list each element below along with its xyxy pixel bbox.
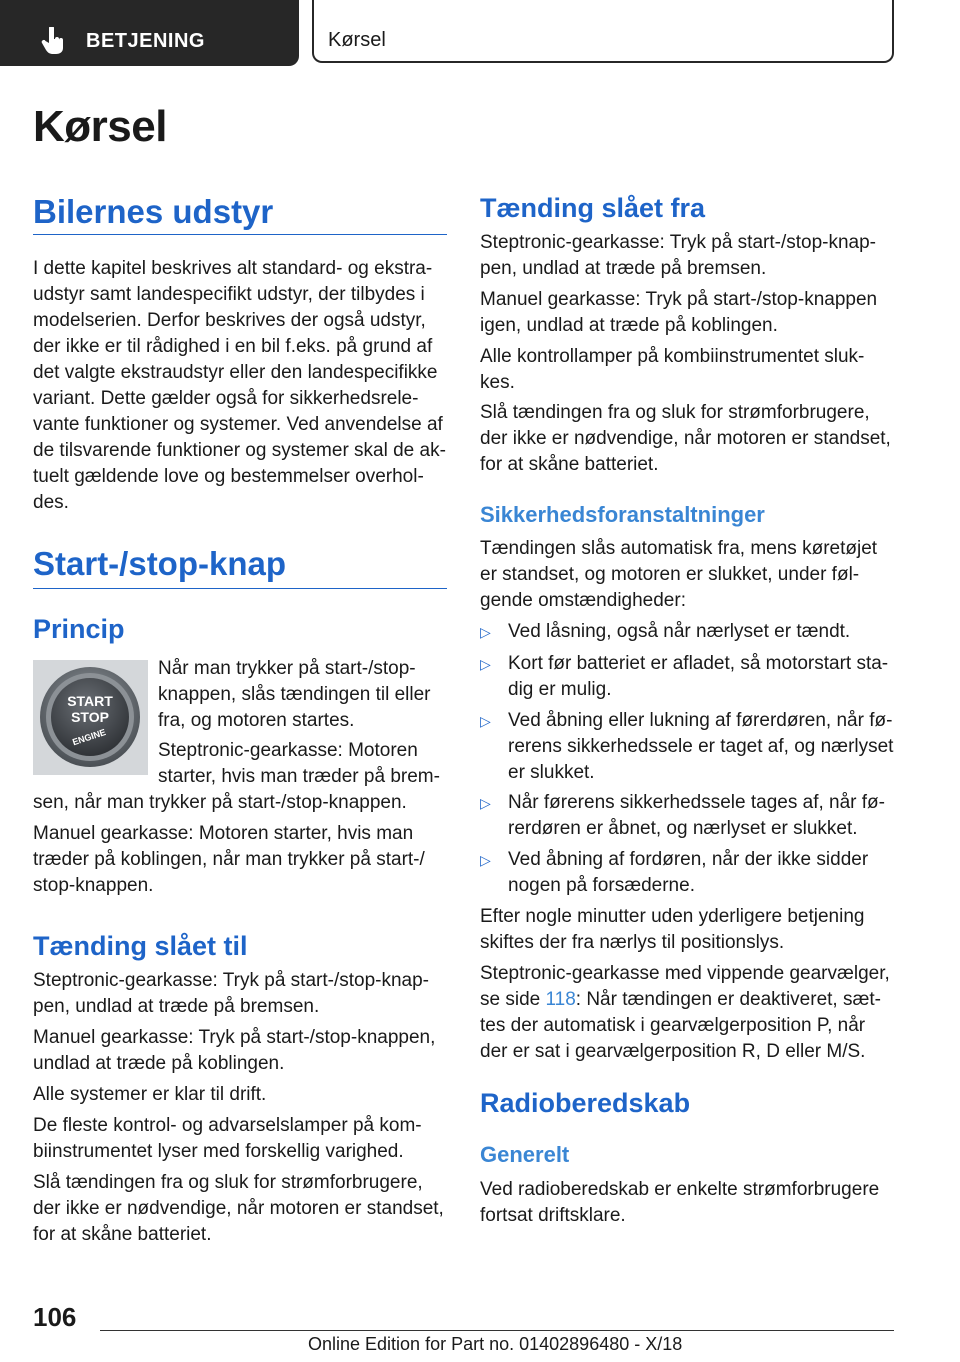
triangle-bullet-icon: ▷ [480,795,491,811]
fra-paragraph-2 [480,287,894,339]
text-line: der ikke er nødvendige, når motoren er standset, [480,428,891,449]
start-stop-button-image [33,660,148,775]
text-line: dig er mulig. [508,679,612,700]
page-link-118[interactable]: 118 [545,989,576,1010]
bilernes-paragraph [33,256,447,516]
efter-paragraph [480,904,894,956]
heading-taending-fra: Tænding slået fra [480,193,706,223]
triangle-bullet-icon: ▷ [480,852,491,868]
start-stop-engine-icon [33,660,148,775]
text-line: Steptronic-gearkasse: Tryk på start-/stop-knap- [480,232,876,253]
edition-text: Online Edition for Part no. 01402896480 - X/18 [308,1334,683,1354]
text-line: Ved låsning, også når nærlyset er tændt. [508,621,851,642]
til-paragraph-5 [33,1170,447,1248]
text-line: igen, undlad at træde på koblingen. [480,315,778,336]
fra-paragraph-4 [480,400,894,478]
text-line: Steptronic-gearkasse med vippende gearvælger, [480,963,890,984]
text-line: I dette kapitel beskrives alt standard- og ekstra- [33,258,433,279]
button-text-stop: STOP [71,709,109,725]
text-line: træder på koblingen, når man trykker på start-/ [33,849,425,870]
text-line: Manuel gearkasse: Motoren starter, hvis man [33,823,414,844]
text-line: pen, undlad at træde på bremsen. [480,258,767,279]
fra-paragraph-1 [480,230,894,282]
princip-paragraph-1 [158,656,448,734]
text-line: Når førerens sikkerhedssele tages af, når fø- [508,792,885,813]
section-tab[interactable] [0,0,299,66]
text-line: Alle kontrollamper på kombiinstrumentet sluk- [480,346,865,367]
text-line: fra, og motoren startes. [158,710,355,731]
triangle-bullet-icon: ▷ [480,624,491,640]
text-line: Tændingen slås automatisk fra, mens køretøjet [480,538,878,559]
text-line: er standset, og motoren er slukket, under føl- [480,564,860,585]
button-text-start: START [67,693,113,709]
heading-bilernes-udstyr: Bilernes udstyr [33,193,274,230]
text-line: udstyr samt landespecifikt udstyr, der tilbydes i [33,284,425,305]
text-line: De fleste kontrol- og advarselslamper på kom- [33,1115,422,1136]
text-line: knappen, slås tændingen til eller [158,684,431,705]
heading-rule [33,588,447,589]
text-line: stop-knappen. [33,875,154,896]
text-line: Kort før batteriet er afladet, så motorstart sta- [508,653,889,674]
section-label: BETJENING [86,30,205,52]
heading-sikkerhedsforanstaltninger: Sikkerhedsforanstaltninger [480,502,765,527]
heading-start-stop-knap: Start-/stop-knap [33,545,287,582]
text-line: undlad at træde på koblingen. [33,1053,285,1074]
text-line: Manuel gearkasse: Tryk på start-/stop-knappen, [33,1027,436,1048]
vippe-paragraph [480,961,894,1065]
text-line: Manuel gearkasse: Tryk på start-/stop-knappen [480,289,878,310]
triangle-bullet-icon: ▷ [480,656,491,672]
text-line: Slå tændingen fra og sluk for strømforbrugere, [33,1172,423,1193]
text-line: Ved åbning af fordøren, når der ikke sidder [508,849,869,870]
text-line [480,987,894,1013]
text-line: fortsat driftsklare. [480,1205,626,1226]
text-line: for at skåne batteriet. [480,454,659,475]
text-line: Når man trykker på start-/stop- [158,658,416,679]
text-line: Ved åbning eller lukning af førerdøren, når fø- [508,710,893,731]
sikker-paragraph [480,536,894,614]
text-line: er slukket. [508,762,595,783]
text-line: vante funktioner og systemer. Ved anvendelse af [33,414,443,435]
chapter-box [312,0,894,63]
princip-paragraph-2 [158,738,448,790]
heading-princip: Princip [33,614,125,644]
text-line: kes. [480,372,515,393]
heading-rule [33,234,447,235]
text-line: Steptronic-gearkasse: Motoren [158,740,418,761]
text-line: Slå tændingen fra og sluk for strømforbrugere, [480,402,870,423]
text-line: biinstrumentet lyser med forskellig varighed. [33,1141,404,1162]
text-line: Steptronic-gearkasse: Tryk på start-/stop-knap- [33,970,429,991]
text-line: rerens sikkerhedssele er taget af, og nærlyset [508,736,894,757]
page-number: 106 [33,1302,77,1332]
text-line: for at skåne batteriet. [33,1224,212,1245]
chapter-label: Kørsel [328,29,386,51]
text-line: rerdøren er åbnet, og nærlyset er slukket. [508,818,858,839]
til-paragraph-3: Alle systemer er klar til drift. [33,1084,267,1105]
til-paragraph-2 [33,1025,447,1077]
text-line: des. [33,492,69,513]
text-line: gende omstændigheder: [480,590,686,611]
pointing-hand-icon [40,27,66,55]
til-paragraph-1 [33,968,447,1020]
til-paragraph-4 [33,1113,447,1165]
text-line: variant. Dette gælder også for sikkerhedsrele- [33,388,419,409]
text-line: Efter nogle minutter uden yderligere betjening [480,906,865,927]
text-line: tuelt gældende love og bestemmelser overhol- [33,466,424,487]
text-line: skiftes der fra nærlys til positionslys. [480,932,785,953]
princip-paragraph-2-cont: sen, når man trykker på start-/stop-knappen. [33,792,407,813]
text-line: starter, hvis man træder på brem- [158,766,440,787]
text-line: pen, undlad at træde på bremsen. [33,996,320,1017]
text-line: nogen på forsæderne. [508,875,695,896]
fra-paragraph-3 [480,344,894,396]
text-line: tes der automatisk i gearvælgerposition P, når [480,1015,866,1036]
text-line: de tilsvarende funktioner og systemer skal de ak- [33,440,446,461]
text-line: modelserien. Derfor beskrives der også udstyr, [33,310,426,331]
heading-radioberedskab: Radioberedskab [480,1088,691,1118]
triangle-bullet-icon: ▷ [480,713,491,729]
heading-taending-til: Tænding slået til [33,931,248,961]
footer-rule [100,1330,894,1331]
text-fragment: se side [480,989,546,1010]
text-line: det valgte ekstraudstyr eller den landespecifikke [33,362,438,383]
heading-generelt: Generelt [480,1142,570,1167]
princip-paragraph-3 [33,821,447,899]
text-line: der ikke er nødvendige, når motoren er standset, [33,1198,444,1219]
text-fragment: : Når tændingen er deaktiveret, sæt- [575,989,881,1010]
generelt-paragraph [480,1177,894,1229]
page-title: Kørsel [33,102,167,151]
text-line: Ved radioberedskab er enkelte strømforbrugere [480,1179,880,1200]
text-line: der ikke er til rådighed i en bil f.eks. på grund af [33,336,433,357]
button-text-engine: ENGINE [71,727,108,748]
text-line: der er sat i gearvælgerposition R, D eller M/S. [480,1041,866,1062]
